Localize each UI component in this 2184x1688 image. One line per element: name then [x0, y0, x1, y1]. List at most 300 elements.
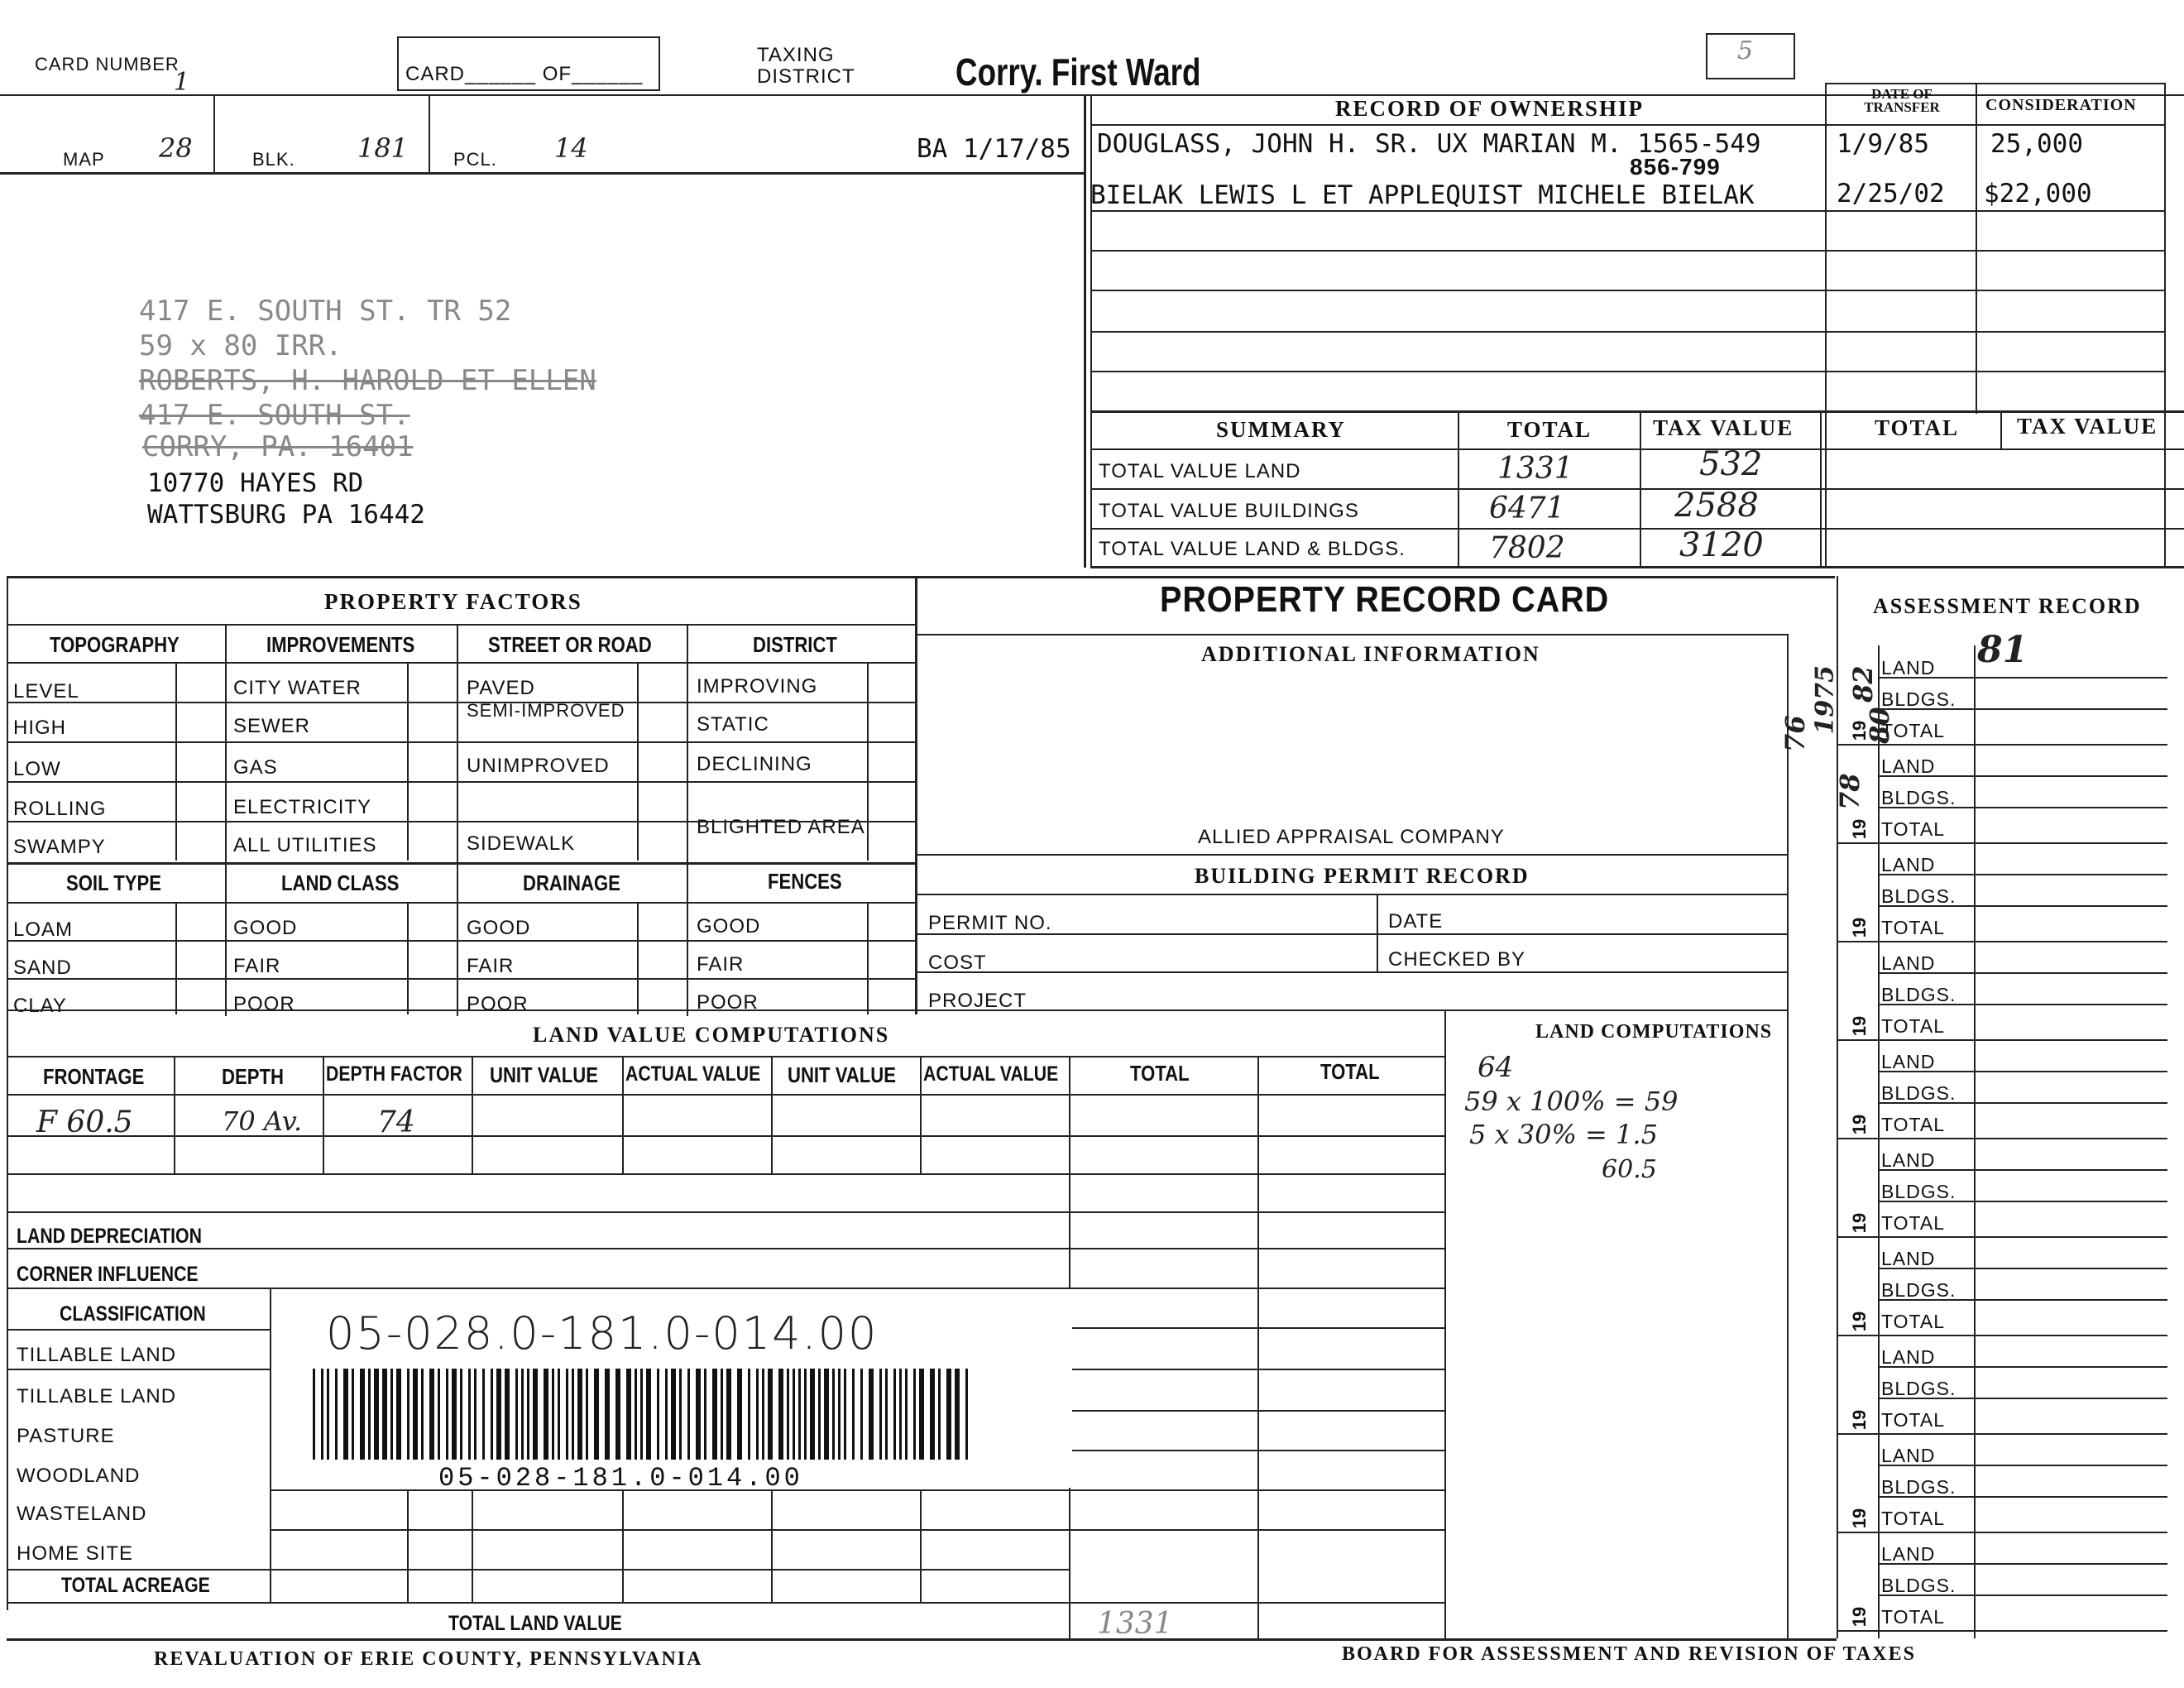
rule	[771, 1489, 773, 1602]
barcode-bar	[798, 1369, 801, 1460]
corner-box-mark: 5	[1737, 36, 1754, 65]
address-line: 417 E. SOUTH ST. TR 52	[139, 295, 512, 328]
lv-header: TOTAL	[1320, 1059, 1380, 1084]
barcode-bar	[558, 1369, 560, 1460]
assessment-title: ASSESSMENT RECORD	[1873, 594, 2142, 618]
rule	[1878, 1594, 2167, 1596]
topography-item: HIGH	[13, 717, 66, 739]
topography-header: TOPOGRAPHY	[50, 632, 180, 657]
rule	[637, 662, 639, 861]
rule	[1878, 1169, 2167, 1171]
computation-line: 59 x 100% = 59	[1464, 1086, 1679, 1117]
rule	[407, 902, 409, 1014]
soil-item: CLAY	[13, 995, 67, 1017]
barcode-bar	[360, 1369, 365, 1460]
classification-item: WOODLAND	[17, 1465, 141, 1487]
assessment-year-prefix: 19	[1849, 1606, 1870, 1628]
assessment-bldgs-label: BLDGS.	[1881, 1575, 1956, 1596]
barcode-bar	[429, 1369, 434, 1460]
assessment-total-label: TOTAL	[1881, 1606, 1945, 1628]
barcode-bar	[965, 1369, 968, 1460]
assessment-total-label: TOTAL	[1881, 720, 1945, 741]
lv-header: TOTAL	[1130, 1061, 1190, 1086]
drainage-item: POOR	[467, 993, 529, 1015]
rule	[7, 1009, 1787, 1011]
assessment-bldgs-label: BLDGS.	[1881, 885, 1956, 907]
barcode-bar	[793, 1369, 795, 1460]
address-line-struck: CORRY, PA. 16401	[142, 430, 414, 463]
rule	[225, 624, 227, 862]
barcode-bar	[413, 1369, 418, 1460]
barcode-bar	[352, 1369, 354, 1460]
barcode-bar	[919, 1369, 924, 1460]
barcode-label	[276, 1289, 1072, 1494]
barcode-bar	[390, 1369, 393, 1460]
address-line: 59 x 80 IRR.	[139, 329, 342, 362]
rule	[1090, 448, 2184, 450]
barcode-bar	[860, 1369, 863, 1460]
rule	[915, 854, 1787, 856]
barcode-bar	[396, 1369, 401, 1460]
assessment-land-label: LAND	[1881, 952, 1936, 974]
barcode-bar	[737, 1369, 742, 1460]
barcode-text: 05-028-181.0-014.00	[438, 1463, 803, 1494]
rule	[1837, 1236, 2167, 1238]
summary-total-value: 1331	[1497, 452, 1573, 486]
rule	[622, 1056, 624, 1173]
district-item: IMPROVING	[697, 675, 818, 698]
transfer-date: 2/25/02	[1837, 179, 1945, 209]
barcode-bar	[368, 1369, 371, 1460]
rule	[7, 1056, 1444, 1057]
assessment-year-mark: 81	[1977, 629, 2028, 671]
assessment-total-label: TOTAL	[1881, 1015, 1945, 1037]
assessment-year-prefix: 19	[1849, 818, 1870, 840]
pcl-value: 14	[554, 132, 588, 164]
barcode-bar	[382, 1369, 387, 1460]
assessment-year-prefix: 19	[1849, 1311, 1870, 1332]
rule	[1878, 905, 2167, 907]
rule	[1090, 290, 2164, 291]
rule	[7, 662, 915, 664]
rule	[472, 1489, 473, 1602]
rule	[1837, 1433, 2167, 1435]
district-item: BLIGHTED AREA	[697, 816, 865, 838]
soil-item: LOAM	[13, 918, 74, 941]
rule	[323, 1056, 324, 1173]
summary-row-label: TOTAL VALUE LAND & BLDGS.	[1099, 538, 1406, 560]
topography-item: ROLLING	[13, 798, 107, 820]
classification-label: CLASSIFICATION	[60, 1302, 206, 1326]
barcode-bar	[762, 1369, 764, 1460]
lv-header: FRONTAGE	[43, 1064, 145, 1089]
rule	[915, 933, 1787, 935]
improvements-item: CITY WATER	[233, 677, 362, 699]
barcode-bar	[787, 1369, 789, 1460]
rule	[1878, 807, 2167, 808]
landclass-header: LAND CLASS	[281, 870, 400, 895]
barcode-bar	[810, 1369, 815, 1460]
rule	[7, 781, 915, 783]
assessment-land-label: LAND	[1881, 1248, 1936, 1269]
rule	[0, 172, 1084, 175]
rule	[1825, 83, 2164, 84]
improvements-item: GAS	[233, 756, 278, 779]
property-factors-title: PROPERTY FACTORS	[324, 589, 582, 614]
topography-item: LEVEL	[13, 680, 79, 703]
ba-note: BA 1/17/85	[917, 134, 1071, 164]
lv-header: DEPTH FACTOR	[326, 1062, 462, 1086]
lv-header: UNIT VALUE	[490, 1062, 598, 1087]
rule	[7, 1211, 1444, 1213]
summary-total-value: 6471	[1489, 492, 1565, 525]
total-land-value-label: TOTAL LAND VALUE	[448, 1612, 622, 1635]
assessment-year-mark: 78	[1834, 773, 1866, 810]
barcode-bar	[496, 1369, 501, 1460]
barcode-bar	[687, 1369, 690, 1460]
barcode-bar	[635, 1369, 637, 1460]
barcode-bar	[335, 1369, 338, 1460]
rule	[1878, 708, 2167, 710]
permit-date-label: DATE	[1388, 910, 1444, 933]
summary-tax-header-2: TAX VALUE	[2017, 414, 2158, 439]
rule	[867, 902, 869, 1014]
assessment-bldgs-label: BLDGS.	[1881, 1279, 1956, 1301]
lv-header: DEPTH	[222, 1064, 284, 1089]
land-depreciation-label: LAND DEPRECIATION	[17, 1225, 202, 1248]
rule	[1090, 210, 2164, 212]
land-computations-title: LAND COMPUTATIONS	[1535, 1021, 1773, 1043]
rule	[1976, 83, 1977, 414]
rule	[771, 1056, 773, 1173]
street-header: STREET OR ROAD	[488, 632, 652, 657]
rule	[7, 1369, 270, 1370]
district-item: STATIC	[697, 713, 769, 736]
rule	[622, 1489, 624, 1602]
consideration-value: 25,000	[1990, 129, 2083, 159]
pcl-label: PCL.	[453, 149, 497, 170]
consideration-value: $22,000	[1984, 179, 2092, 209]
rule	[7, 1135, 1444, 1137]
rule	[915, 971, 1787, 973]
rule	[920, 1489, 922, 1602]
barcode-bar	[832, 1369, 835, 1460]
rule	[1878, 1366, 2167, 1368]
assessment-year-prefix: 19	[1849, 917, 1870, 938]
street-item: SIDEWALK	[467, 832, 576, 855]
taxing-district-value: Corry. First Ward	[956, 50, 1201, 94]
barcode-bar	[818, 1369, 821, 1460]
rule	[175, 902, 177, 1014]
barcode-bar	[521, 1369, 524, 1460]
summary-tax-value: 3120	[1679, 526, 1764, 564]
rule	[1090, 566, 2184, 568]
rule	[1878, 1563, 2167, 1565]
rule	[7, 741, 915, 743]
barcode-bar	[374, 1369, 379, 1460]
rule	[1878, 1102, 2167, 1104]
barcode-bar	[474, 1369, 477, 1460]
rule	[457, 862, 458, 1016]
barcode-bar	[879, 1369, 882, 1460]
transfer-date: 1/9/85	[1837, 129, 1929, 159]
barcode-bar	[748, 1369, 750, 1460]
rule	[7, 624, 915, 626]
assessment-land-label: LAND	[1881, 854, 1936, 875]
rule	[915, 894, 1787, 895]
rule	[1878, 1398, 2167, 1399]
barcode-bar	[893, 1369, 896, 1460]
improvements-item: SEWER	[233, 715, 311, 737]
rule	[1837, 941, 2167, 942]
rule	[1837, 842, 2167, 844]
address-line: WATTSBURG PA 16442	[147, 500, 425, 530]
rule	[1974, 645, 1976, 1638]
assessment-year-prefix: 19	[1849, 1114, 1870, 1135]
district-item: DECLINING	[697, 753, 812, 775]
assessment-year-prefix: 19	[1849, 1508, 1870, 1529]
rule	[1837, 1335, 2167, 1336]
barcode-bar	[505, 1369, 510, 1460]
rule	[1878, 1268, 2167, 1269]
district-header: DISTRICT	[753, 632, 837, 657]
assessment-total-label: TOTAL	[1881, 917, 1945, 938]
rule	[175, 662, 177, 861]
rule	[1878, 677, 2167, 679]
barcode-bar	[527, 1369, 529, 1460]
depth-factor-value: 74	[377, 1105, 415, 1139]
barcode-bar	[869, 1369, 874, 1460]
blk-value: 181	[357, 132, 409, 164]
barcode-bar	[533, 1369, 538, 1460]
summary-row-label: TOTAL VALUE LAND	[1099, 460, 1301, 482]
rule	[7, 902, 915, 904]
rule	[7, 1638, 1837, 1641]
rule	[407, 662, 409, 861]
street-item: UNIMPROVED	[467, 755, 610, 777]
rule	[1837, 1630, 2167, 1632]
fences-item: FAIR	[697, 953, 745, 976]
barcode-bar	[577, 1369, 582, 1460]
barcode-bar	[852, 1369, 855, 1460]
barcode-bar	[646, 1369, 651, 1460]
computation-line: 5 x 30% = 1.5	[1469, 1119, 1658, 1150]
assessment-land-label: LAND	[1881, 755, 1936, 777]
rule	[2000, 410, 2002, 450]
assessment-year-mark: 82	[1847, 665, 1879, 703]
taxing-district-label: TAXING DISTRICT	[757, 44, 855, 88]
rule	[1837, 576, 1838, 1638]
summary-tax-value: 532	[1699, 445, 1763, 483]
barcode-bar	[946, 1369, 951, 1460]
rule	[7, 1173, 1444, 1175]
lv-header: UNIT VALUE	[788, 1062, 896, 1087]
classification-item: TILLABLE LAND	[17, 1385, 177, 1407]
rule	[174, 1056, 175, 1173]
barcode-bar	[626, 1369, 631, 1460]
rule	[225, 862, 227, 1016]
street-item: PAVED	[467, 677, 535, 699]
assessment-bldgs-label: BLDGS.	[1881, 688, 1956, 710]
barcode-bar	[640, 1369, 643, 1460]
corner-influence-label: CORNER INFLUENCE	[17, 1263, 199, 1286]
assessment-year-prefix: 19	[1849, 1015, 1870, 1037]
summary-row-label: TOTAL VALUE BUILDINGS	[1099, 500, 1359, 522]
assessment-bldgs-label: BLDGS.	[1881, 984, 1956, 1005]
barcode-bar	[778, 1369, 783, 1460]
assessment-land-label: LAND	[1881, 1149, 1936, 1171]
rule	[1787, 634, 1789, 1638]
rule	[7, 1329, 270, 1331]
rule	[7, 940, 915, 942]
assessment-bldgs-label: BLDGS.	[1881, 787, 1956, 808]
rule	[915, 634, 1787, 635]
rule	[2164, 83, 2166, 568]
deed-reference: 856-799	[1630, 154, 1721, 180]
card-number-value: 1	[174, 68, 190, 97]
barcode-bar	[321, 1369, 323, 1460]
soil-header: SOIL TYPE	[66, 870, 162, 895]
rule	[1878, 1071, 2167, 1072]
rule	[1090, 410, 2184, 413]
ownership-title: RECORD OF OWNERSHIP	[1335, 96, 1645, 121]
improvements-item: ALL UTILITIES	[233, 834, 377, 856]
barcode-bar	[468, 1369, 471, 1460]
landclass-item: POOR	[233, 993, 295, 1015]
rule	[7, 821, 915, 822]
project-label: PROJECT	[928, 990, 1027, 1012]
barcode-bar	[586, 1369, 588, 1460]
rule	[429, 94, 430, 172]
permit-title: BUILDING PERMIT RECORD	[1195, 864, 1530, 888]
barcode-bar	[572, 1369, 574, 1460]
rule	[1878, 1004, 2167, 1005]
total-land-value: 1331	[1097, 1607, 1173, 1641]
drainage-item: FAIR	[467, 955, 515, 977]
rule	[1837, 1039, 2167, 1041]
barcode-bar	[756, 1369, 759, 1460]
barcode-bar	[913, 1369, 916, 1460]
landclass-item: FAIR	[233, 955, 281, 977]
fences-item: POOR	[697, 991, 759, 1014]
barcode	[313, 1369, 975, 1460]
barcode-bar	[930, 1369, 935, 1460]
barcode-bar	[327, 1369, 329, 1460]
topography-item: SWAMPY	[13, 836, 106, 858]
assessment-total-label: TOTAL	[1881, 1212, 1945, 1234]
address-line-struck: ROBERTS, H. HAROLD ET ELLEN	[139, 364, 596, 397]
landclass-item: GOOD	[233, 917, 298, 939]
summary-total-header: TOTAL	[1507, 417, 1592, 442]
barcode-bar	[482, 1369, 485, 1460]
barcode-bar	[343, 1369, 348, 1460]
rule	[7, 576, 8, 1610]
improvements-item: ELECTRICITY	[233, 796, 372, 818]
owner-name: DOUGLASS, JOHN H. SR. UX MARIAN M. 1565-549	[1097, 129, 1761, 159]
address-line-struck: 417 E. SOUTH ST.	[139, 399, 410, 432]
map-label: MAP	[63, 149, 105, 170]
barcode-bar	[824, 1369, 829, 1460]
barcode-bar	[515, 1369, 518, 1460]
assessment-total-label: TOTAL	[1881, 1508, 1945, 1529]
assessment-total-label: TOTAL	[1881, 1409, 1945, 1431]
drainage-header: DRAINAGE	[523, 870, 620, 895]
rule	[920, 1056, 922, 1173]
assessment-year-prefix: 19	[1849, 720, 1870, 741]
barcode-bar	[905, 1369, 908, 1460]
footer-right: BOARD FOR ASSESSMENT AND REVISION OF TAXES	[1342, 1643, 1916, 1665]
barcode-bar	[421, 1369, 424, 1460]
card-number-label: CARD NUMBER	[35, 54, 180, 74]
barcode-bar	[615, 1369, 620, 1460]
map-value: 28	[159, 132, 193, 164]
assessment-bldgs-label: BLDGS.	[1881, 1378, 1956, 1399]
barcode-bar	[955, 1369, 960, 1460]
rule	[1878, 1465, 2167, 1466]
barcode-bar	[671, 1369, 676, 1460]
frontage-value: F 60.5	[36, 1105, 133, 1139]
assessment-total-label: TOTAL	[1881, 818, 1945, 840]
barcode-bar	[594, 1369, 599, 1460]
rule	[7, 702, 915, 703]
assessment-land-label: LAND	[1881, 1051, 1936, 1072]
barcode-bar	[704, 1369, 706, 1460]
rule	[1878, 972, 2167, 974]
barcode-bar	[712, 1369, 717, 1460]
computation-line: 64	[1478, 1051, 1514, 1084]
barcode-bar	[885, 1369, 888, 1460]
barcode-bar	[844, 1369, 846, 1460]
assessment-year-prefix: 19	[1849, 1212, 1870, 1234]
lv-header: ACTUAL VALUE	[923, 1062, 1059, 1086]
rule	[1090, 331, 2164, 333]
footer-left: REVALUATION OF ERIE COUNTY, PENNSYLVANIA	[154, 1648, 703, 1670]
assessment-land-label: LAND	[1881, 1445, 1936, 1466]
barcode-bar	[460, 1369, 462, 1460]
rule	[1090, 528, 2184, 530]
rule	[1090, 250, 2164, 252]
classification-item: WASTELAND	[17, 1503, 147, 1525]
rule	[1878, 1299, 2167, 1301]
rule	[1377, 894, 1378, 971]
rule	[1069, 1450, 1444, 1451]
summary-tax-value: 2588	[1674, 487, 1759, 525]
rule	[1444, 1009, 1446, 1638]
assessment-land-label: LAND	[1881, 1346, 1936, 1368]
rule	[270, 1288, 271, 1602]
rule	[1878, 645, 1880, 1638]
rule	[1084, 94, 1086, 568]
assessment-bldgs-label: BLDGS.	[1881, 1181, 1956, 1202]
rule	[1837, 744, 2167, 746]
depth-value: 70 Av.	[222, 1105, 303, 1137]
street-item: SEMI-IMPROVED	[467, 700, 625, 721]
rule	[1069, 1327, 1444, 1329]
barcode-bar	[552, 1369, 554, 1460]
assessment-bldgs-label: BLDGS.	[1881, 1082, 1956, 1104]
barcode-bar	[679, 1369, 682, 1460]
barcode-bar	[438, 1369, 440, 1460]
topography-item: LOW	[13, 758, 61, 780]
rule	[637, 902, 639, 1014]
barcode-bar	[452, 1369, 457, 1460]
address-line: 10770 HAYES RD	[147, 468, 364, 498]
barcode-bar	[313, 1369, 315, 1460]
barcode-bar	[665, 1369, 668, 1460]
rule	[1257, 1056, 1259, 1638]
fences-header: FENCES	[768, 869, 842, 894]
barcode-bar	[696, 1369, 701, 1460]
